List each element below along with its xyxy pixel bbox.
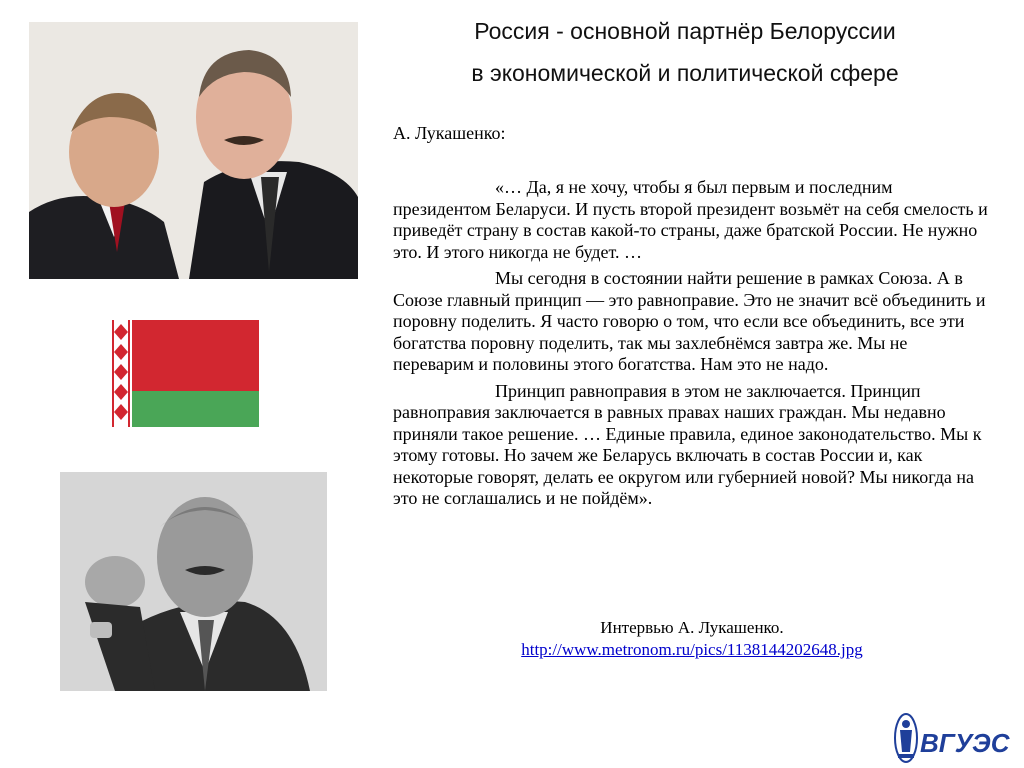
quote-paragraph-2: Мы сегодня в состоянии найти решение в рамках Союза. А в Союзе главный принцип — это равноправие. Это не значит всё объединить и поровну поделить. Я часто говорю о том, что если все объединить, все эти богатства поровну поделить, так мы захлебнёмся завтра же. Мы не переварим и половины этого богатства. Нам это не надо.	[393, 268, 986, 374]
flag-red-band	[132, 320, 259, 391]
source-caption: Интервью А. Лукашенко.	[600, 618, 784, 637]
quote-paragraph-3: Принцип равноправия в этом не заключается. Принцип равноправия заключается в равных правах наших граждан. Мы недавно приняли такое решение. … Единые правила, единое законодательство. Мы к этому готовы. Но зачем же Беларусь включать в состав России и, как некоторые говорят, делать ее округом или губернией новой? Мы никогда на это не соглашались и не пойдём».	[393, 380, 982, 508]
slide-title-line-2: в экономической и политической сфере	[471, 60, 899, 86]
flag-green-band	[132, 391, 259, 427]
photo-portrait	[60, 472, 327, 691]
quote-paragraph-1: «… Да, я не хочу, чтобы я был первым и последним президентом Беларуси. И пусть второй президент возьмёт на себя смелость и приведёт страну в состав какой-то страны, даже братской России. Не нужно это. И этого никогда не будет. …	[393, 177, 988, 262]
source-block	[393, 617, 991, 661]
logo-text: ВГУЭС	[920, 728, 1010, 758]
quote-block	[393, 177, 991, 515]
belarus-flag	[110, 320, 259, 427]
photo-two-leaders	[29, 22, 358, 279]
slide-title-line-1: Россия - основной партнёр Белоруссии	[474, 18, 896, 44]
vgues-logo	[888, 712, 1018, 764]
source-link[interactable]: http://www.metronom.ru/pics/1138144202648.jpg	[521, 640, 863, 659]
author-label: А. Лукашенко:	[393, 123, 506, 143]
